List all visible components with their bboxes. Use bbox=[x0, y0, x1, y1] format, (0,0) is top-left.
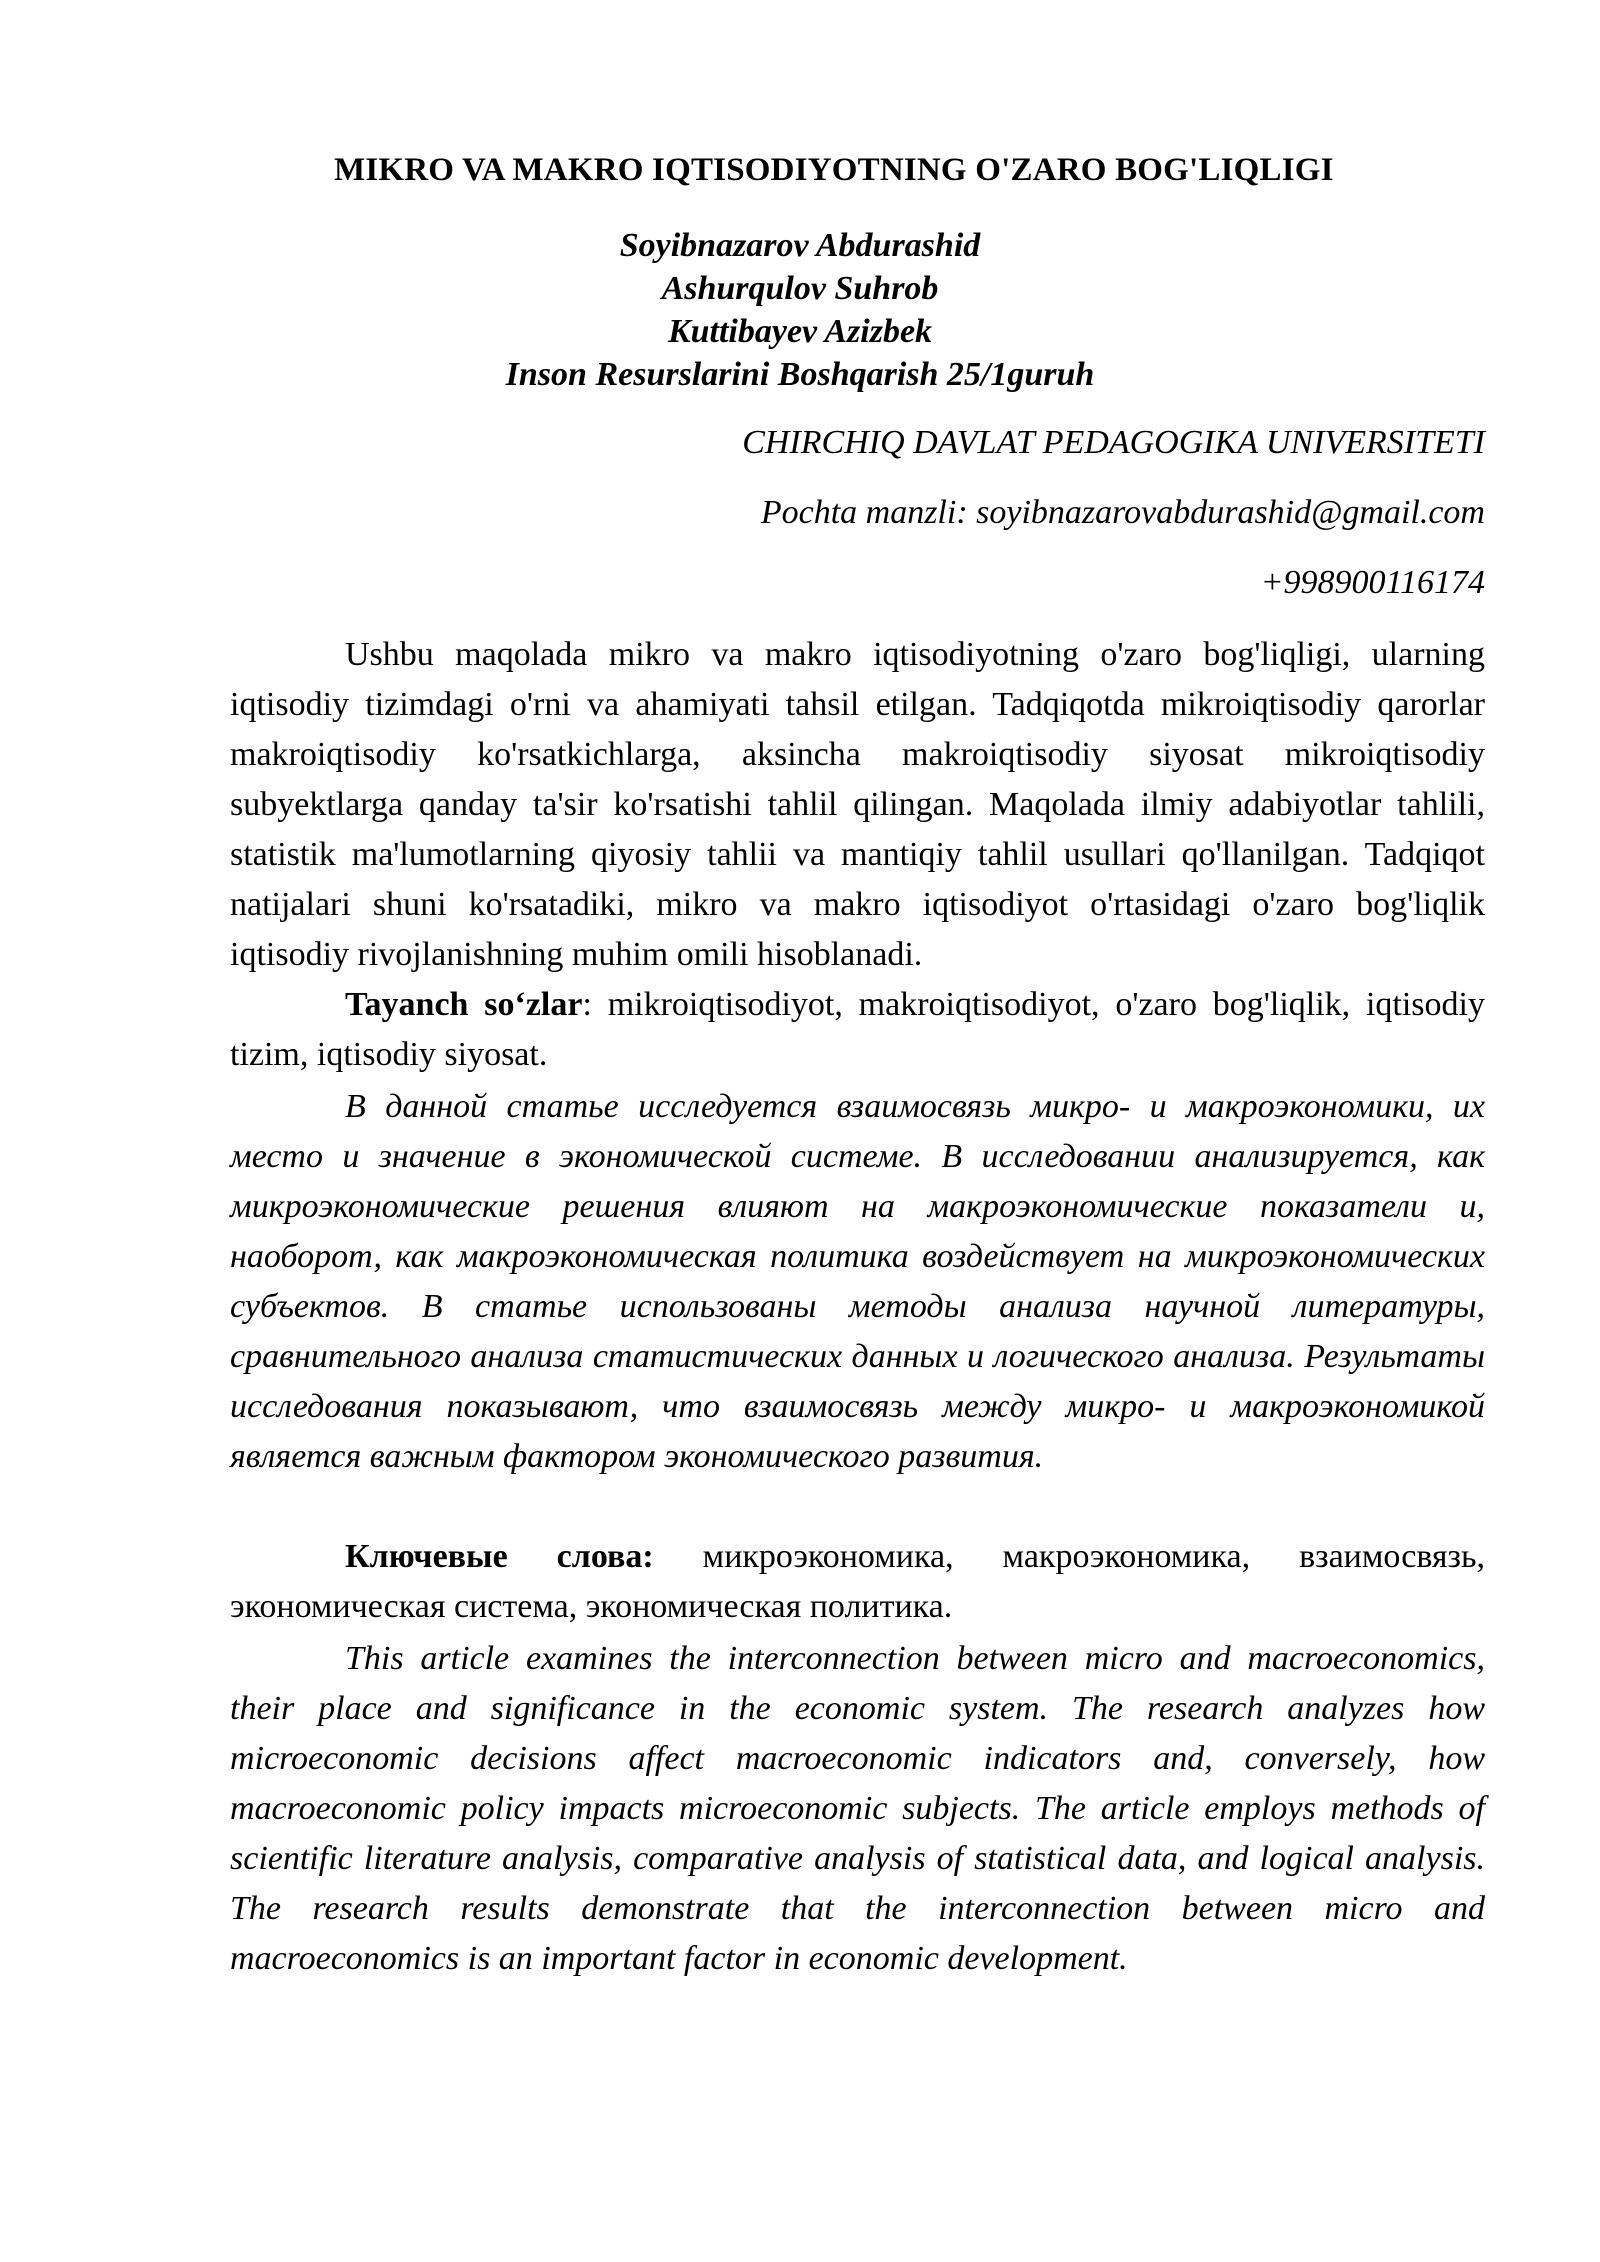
author-group: Inson Resurslarini Boshqarish 25/1guruh bbox=[505, 356, 1095, 393]
keywords-russian bbox=[230, 1532, 1485, 1632]
author-name: Ashurqulov Suhrob bbox=[661, 270, 939, 307]
keywords-uzbek bbox=[230, 980, 1485, 1080]
author-block bbox=[400, 224, 1200, 396]
author-name: Soyibnazarov Abdurashid bbox=[619, 227, 981, 264]
keywords-text: : mikroiqtisodiyot, makroiqtisodiyot, o'zaro bog'liqlik, iqtisodiy tizim, iqtisodiy siyosat. bbox=[230, 986, 1485, 1073]
abstract-uzbek: Ushbu maqolada mikro va makro iqtisodiyotning o'zaro bog'liqligi, ularning iqtisodiy tizimdagi o'rni va ahamiyati tahsil etilgan. Tadqiqotda mikroiqtisodiy qarorlar makroiqtisodiy ko'rsatkichlarga, aksincha makroiqtisodiy siyosat mikroiqtisodiy subyektlarga qanday ta'sir ko'rsatishi tahlil qilingan. Maqolada ilmiy adabiyotlar tahlili, statistik ma'lumotlarning qiyosiy tahlii va mantiqiy tahlil usullari qo'llanilgan. Tadqiqot natijalari shuni ko'rsatadiki, mikro va makro iqtisodiyot o'rtasidagi o'zaro bog'liqlik iqtisodiy rivojlanishning muhim omili hisoblanadi. bbox=[230, 636, 1485, 973]
keywords-label: Tayanch so‘zlar bbox=[345, 986, 583, 1023]
abstract-russian: В данной статье исследуется взаимосвязь микро- и макроэкономики, их место и значение в экономической системе. В исследовании анализируется, как микроэкономические решения влияют на макроэкономические показатели и, наоборот, как макроэкономическая политика воздействует на микроэкономических субъектов. В статье использованы методы анализа научной литературы, сравнительного анализа статистических данных и логического анализа. Результаты исследования показывают, что взаимосвязь между микро- и макроэкономикой является важным фактором экономического развития. bbox=[230, 1088, 1485, 1475]
university-name: CHIRCHIQ DAVLAT PEDAGOGIKA UNIVERSITETI bbox=[742, 424, 1485, 461]
article-title: MIKRO VA MAKRO IQTISODIYOTNING O'ZARO BOG'LIQLIGI bbox=[334, 152, 1334, 188]
keywords-text: микроэкономика, макроэкономика, взаимосвязь, экономическая система, экономическая политика. bbox=[230, 1538, 1485, 1625]
phone-number: +998900116174 bbox=[1260, 564, 1485, 601]
keywords-label: Ключевые слова: bbox=[345, 1538, 654, 1575]
author-name: Kuttibayev Azizbek bbox=[667, 313, 933, 350]
abstract-english: This article examines the interconnection between micro and macroeconomics, their place and significance in the economic system. The research analyzes how microeconomic decisions affect macroeconomic indicators and, conversely, how macroeconomic policy impacts microeconomic subjects. The article employs methods of scientific literature analysis, comparative analysis of statistical data, and logical analysis. The research results demonstrate that the interconnection between micro and macroeconomics is an important factor in economic development. bbox=[230, 1640, 1485, 1977]
email-line: Pochta manzli: soyibnazarovabdurashid@gmail.com bbox=[760, 494, 1485, 531]
